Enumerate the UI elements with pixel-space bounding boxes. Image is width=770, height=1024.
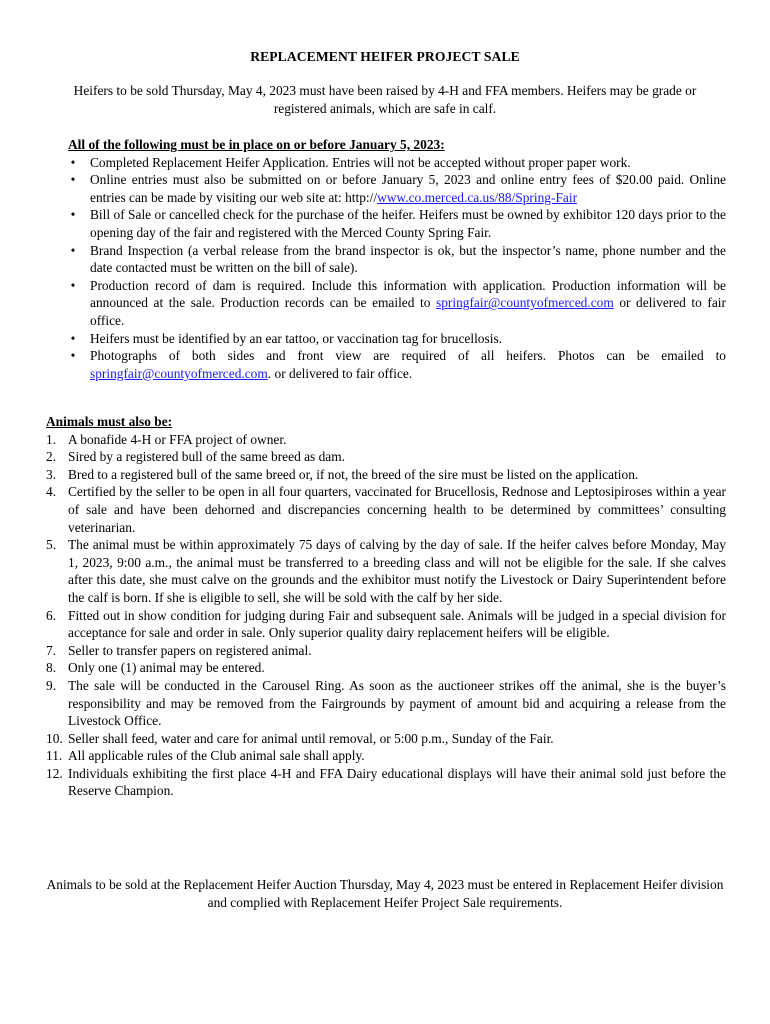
list-number: 1. bbox=[46, 431, 57, 447]
list-item-text-after: or delivered to fair office. bbox=[90, 295, 726, 328]
animals-list bbox=[46, 431, 726, 800]
list-item-text: Only one (1) animal may be entered. bbox=[68, 660, 265, 676]
list-item-text: Production record of dam is required. Include this information with application. Production information will be announced at the sale. Production records can be emailed to bbox=[90, 277, 726, 311]
requirements-list bbox=[68, 154, 726, 383]
list-item bbox=[68, 277, 726, 330]
list-item-text: Seller shall feed, water and care for animal until removal, or 5:00 p.m., Sunday of the Fair. bbox=[68, 730, 554, 746]
list-item bbox=[46, 536, 726, 606]
bullet-icon: • bbox=[70, 207, 76, 223]
list-number: 12. bbox=[46, 765, 63, 781]
list-number: 8. bbox=[46, 660, 57, 676]
list-item bbox=[46, 466, 726, 484]
list-item bbox=[68, 154, 726, 172]
intro-paragraph: Heifers to be sold Thursday, May 4, 2023 must have been raised by 4-H and FFA members. Heifers may be grade or registered animals, which are safe in calf. bbox=[73, 83, 697, 116]
list-item-text: Individuals exhibiting the first place 4-H and FFA Dairy educational displays will have their animal sold just before the Reserve Champion. bbox=[68, 765, 726, 799]
list-number: 7. bbox=[46, 642, 57, 658]
list-item-text: Sired by a registered bull of the same breed as dam. bbox=[68, 449, 346, 465]
bullet-icon: • bbox=[70, 172, 76, 188]
list-item bbox=[46, 642, 726, 660]
list-item bbox=[46, 431, 726, 449]
animals-section bbox=[46, 413, 726, 800]
spring-fair-website-link[interactable]: www.co.merced.ca.us/88/Spring-Fair bbox=[377, 189, 578, 205]
list-item bbox=[46, 747, 726, 765]
page-title: REPLACEMENT HEIFER PROJECT SALE bbox=[250, 49, 520, 64]
list-item bbox=[46, 730, 726, 748]
list-item bbox=[68, 206, 726, 241]
email-link[interactable]: springfair@countyofmerced.com bbox=[90, 365, 268, 381]
bullet-icon: • bbox=[70, 154, 76, 170]
list-item-text: The animal must be within approximately 75 days of calving by the day of sale. If the heifer calves before Monday, May 1, 2023, 9:00 a.m., the animal must be transferred to a breeding class and will not be eligible for the sale. If she calves after this date, she must calve on the grounds and the exhibitor must notify the Livestock or Dairy Superintendent before the calf is born. If she is eligible to sell, she will be sold with the calf by her side. bbox=[68, 537, 726, 605]
list-number: 4. bbox=[46, 484, 57, 500]
list-number: 10. bbox=[46, 730, 63, 746]
bullet-icon: • bbox=[70, 330, 76, 346]
list-item bbox=[68, 171, 726, 206]
list-number: 5. bbox=[46, 537, 57, 553]
list-item bbox=[68, 242, 726, 277]
list-item bbox=[46, 677, 726, 730]
list-number: 2. bbox=[46, 449, 57, 465]
list-item-text: Seller to transfer papers on registered animal. bbox=[68, 642, 312, 658]
list-number: 11. bbox=[46, 748, 63, 764]
list-item-text: Online entries must also be submitted on or before January 5, 2023 and online entry fees of $20.00 paid. Online entries can be made by visiting our web site at: http:// bbox=[90, 172, 726, 205]
list-item-text: Completed Replacement Heifer Application. Entries will not be accepted without proper paper work. bbox=[90, 154, 631, 170]
list-item-text: All applicable rules of the Club animal sale shall apply. bbox=[68, 748, 365, 764]
list-number: 9. bbox=[46, 677, 57, 693]
list-number: 6. bbox=[46, 607, 57, 623]
list-item-text-after: . or delivered to fair office. bbox=[267, 365, 413, 381]
list-item-text: A bonafide 4-H or FFA project of owner. bbox=[68, 431, 287, 447]
email-link[interactable]: springfair@countyofmerced.com bbox=[435, 295, 614, 311]
list-item bbox=[46, 659, 726, 677]
requirements-section bbox=[68, 136, 726, 382]
list-number: 3. bbox=[46, 466, 57, 482]
list-item bbox=[46, 607, 726, 642]
bullet-icon: • bbox=[70, 348, 76, 364]
bullet-icon: • bbox=[70, 242, 76, 258]
bullet-icon: • bbox=[70, 277, 76, 293]
requirements-heading: All of the following must be in place on or before January 5, 2023: bbox=[68, 137, 445, 152]
animals-heading: Animals must also be: bbox=[46, 414, 173, 429]
list-item bbox=[46, 448, 726, 466]
list-item-text: Bred to a registered bull of the same breed or, if not, the breed of the sire must be listed on the application. bbox=[68, 466, 639, 482]
list-item-text: Brand Inspection (a verbal release from the brand inspector is ok, but the inspector’s name, phone number and the date contacted must be written on the bill of sale). bbox=[90, 242, 726, 276]
list-item bbox=[46, 483, 726, 536]
list-item-text: Fitted out in show condition for judging during Fair and subsequent sale. Animals will be judged in a special division for acceptance for sale and order in sale. Only superior quality dairy replacement heifers will be eligible. bbox=[68, 607, 726, 641]
list-item bbox=[68, 330, 726, 348]
closing-paragraph: Animals to be sold at the Replacement Heifer Auction Thursday, May 4, 2023 must be entered in Replacement Heifer division and complied with Replacement Heifer Project Sale requirements. bbox=[46, 877, 724, 910]
list-item-text: Bill of Sale or cancelled check for the purchase of the heifer. Heifers must be owned by exhibitor 120 days prior to the opening day of the fair and registered with the Merced County Spring Fair. bbox=[90, 207, 726, 240]
list-item bbox=[68, 347, 726, 382]
list-item-text: Certified by the seller to be open in all four quarters, vaccinated for Brucellosis, Rednose and Leptosipiroses within a year of sale and have been dehorned and discrepancies concerning health to be determined by committees’ consulting veterinarian. bbox=[68, 484, 726, 535]
list-item-text: Heifers must be identified by an ear tattoo, or vaccination tag for brucellosis. bbox=[90, 330, 502, 346]
list-item-text: Photographs of both sides and front view are required of all heifers. Photos can be emailed to bbox=[90, 348, 726, 364]
list-item-text: The sale will be conducted in the Carousel Ring. As soon as the auctioneer strikes off the animal, she is the buyer’s responsibility and may be removed from the Fairgrounds by payment of amount bid and acquiring a release from the Livestock Office. bbox=[68, 677, 726, 729]
list-item bbox=[46, 765, 726, 800]
